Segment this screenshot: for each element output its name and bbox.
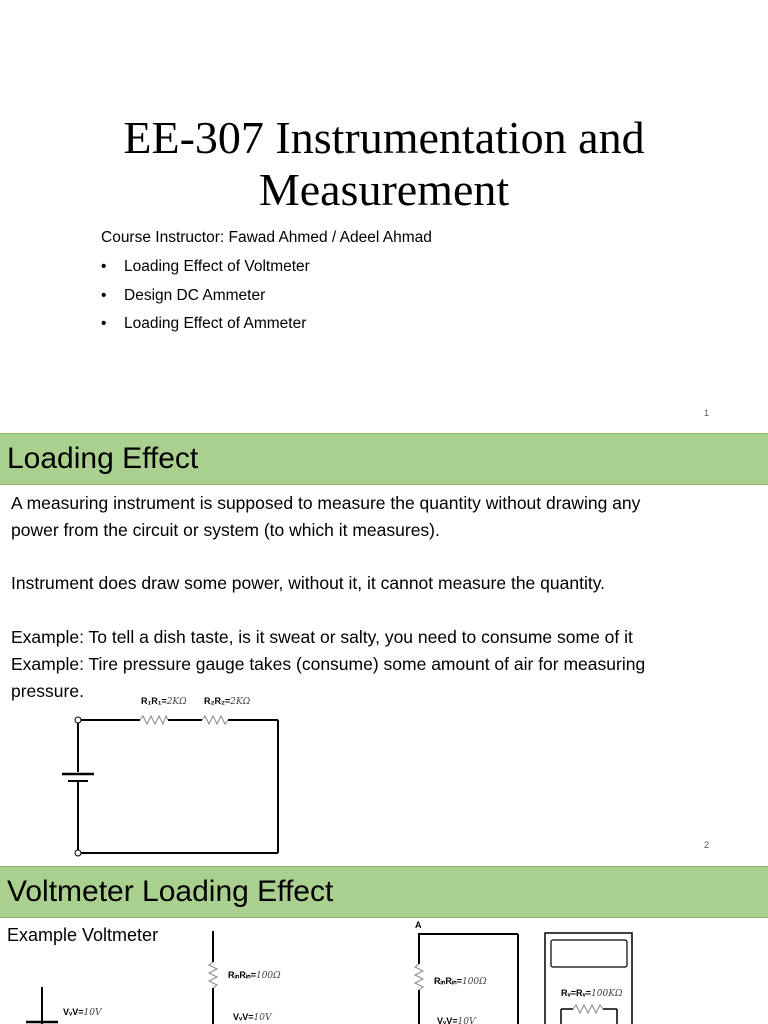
slide-title: Loading Effect [0, 433, 768, 485]
voltmeter-resistance-label: Rᵥ=Rᵥ=100KΩ [561, 988, 623, 999]
node-a-label: A [415, 920, 422, 930]
course-title-line-2: Measurement [258, 164, 510, 215]
paragraph-line: Example: Tire pressure gauge takes (consume) some amount of air for measuring [11, 654, 646, 674]
paragraph-instrument-power: Instrument does draw some power, without it, it cannot measure the quantity. [11, 573, 606, 593]
topic-item: • Loading Effect of Ammeter [101, 315, 310, 344]
source-voltage-label-3: VᵥV=10V [437, 1016, 476, 1024]
source-voltage-label-2: VᵥV=10V [233, 1012, 272, 1023]
paragraph-example-dish: Example: To tell a dish taste, is it sweat or salty, you need to consume some of it [11, 627, 633, 647]
paragraph-line: A measuring instrument is supposed to measure the quantity without drawing any [11, 493, 641, 513]
resistor-r1-label: R₁R₁=2KΩ [141, 696, 187, 707]
resistor-rin-1-label: RᵢₙRᵢₙ=100Ω [228, 970, 281, 981]
resistor-r2-label: R₂R₂=2KΩ [204, 696, 251, 707]
course-title [0, 112, 768, 216]
paragraph-line: power from the circuit or system (to which it measures). [11, 519, 440, 540]
slide-title: Voltmeter Loading Effect [0, 866, 768, 918]
resistor-rin-1 [209, 962, 217, 988]
resistor-r2 [202, 716, 228, 724]
topic-list [101, 258, 310, 344]
instructor-line: Course Instructor: Fawad Ahmed / Adeel Ahmad [101, 229, 432, 246]
voltmeter-circuit-diagrams [0, 866, 768, 1024]
resistor-r1 [140, 716, 168, 724]
topic-item: • Loading Effect of Voltmeter [101, 258, 310, 287]
resistor-rv [573, 1005, 603, 1013]
slide-1 [0, 0, 768, 432]
slide-2 [0, 432, 768, 866]
example-voltmeter-label: Example Voltmeter [7, 925, 159, 945]
series-circuit-diagram [0, 432, 768, 866]
course-title-line-1: EE-307 Instrumentation and [123, 112, 645, 163]
topic-item: • Design DC Ammeter [101, 287, 310, 316]
paragraph-line: pressure. [11, 680, 84, 701]
source-voltage-label: VᵥV=10V [63, 1007, 102, 1018]
resistor-rin-2-label: RᵢₙRᵢₙ=100Ω [434, 976, 487, 987]
resistor-rin-2 [415, 964, 423, 990]
slide-number: 2 [704, 840, 710, 850]
slide-3 [0, 866, 768, 1024]
slide-number: 1 [704, 408, 710, 418]
